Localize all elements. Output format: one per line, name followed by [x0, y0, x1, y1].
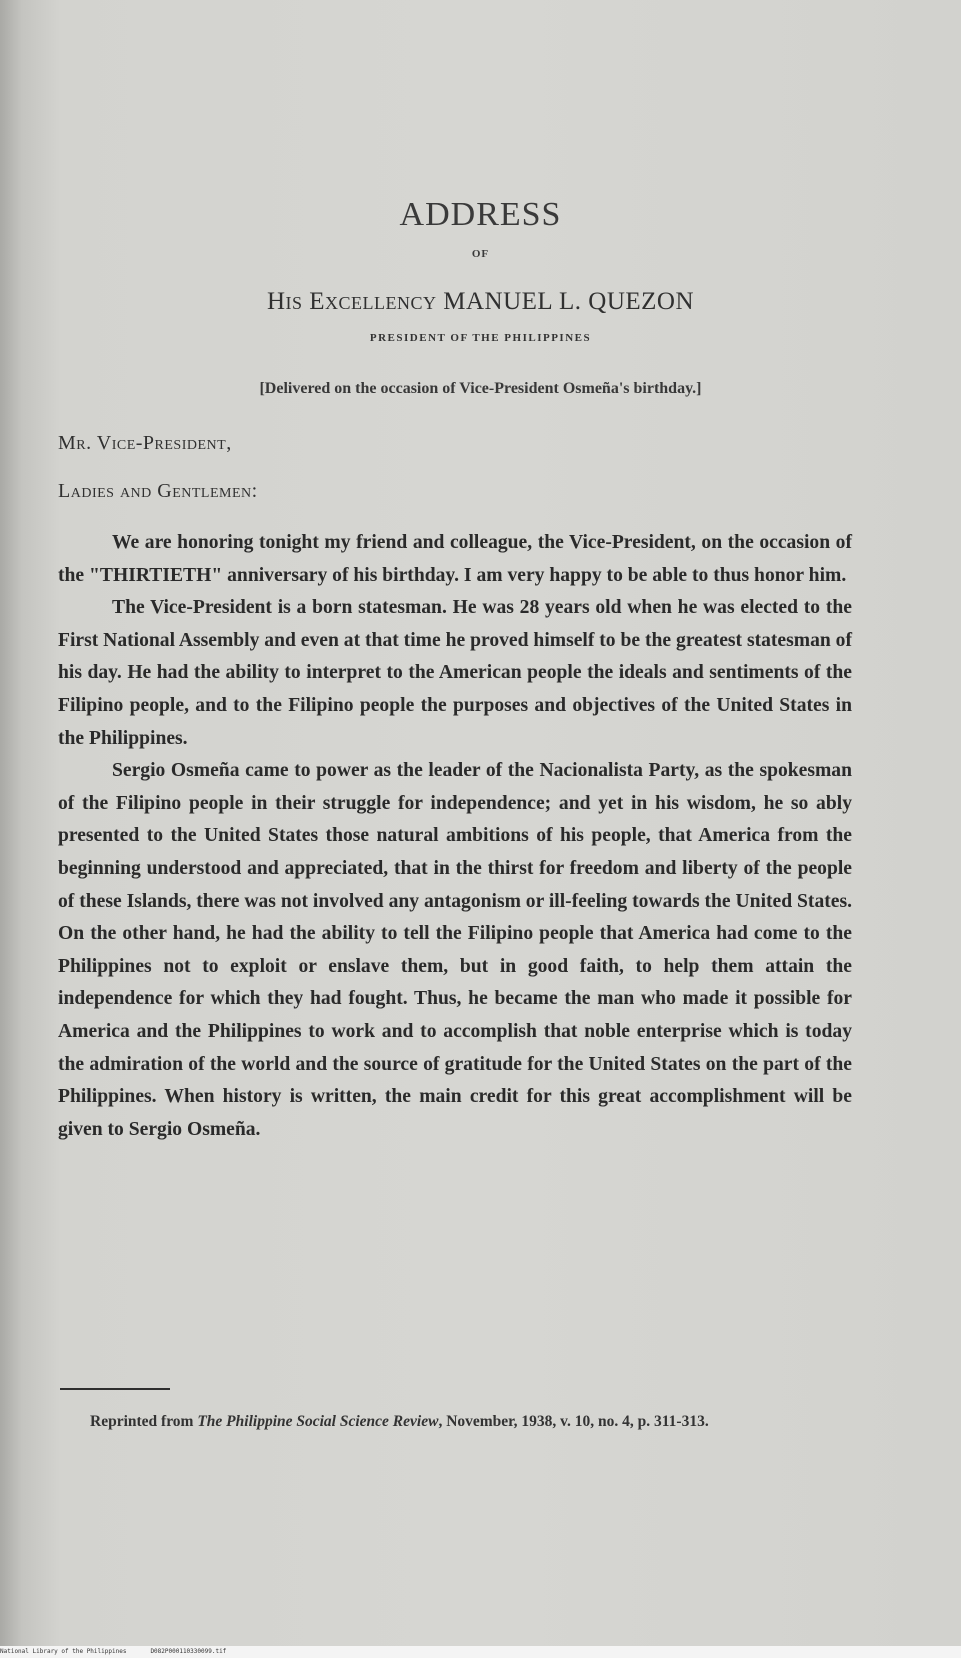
- reprint-note: [58, 1408, 852, 1435]
- of-label: OF: [471, 248, 490, 260]
- salutation-line-2: Ladies and Gentlemen:: [58, 480, 258, 502]
- library-name: National Library of the Philippines: [0, 1648, 127, 1655]
- reprint-suffix: , November, 1938, v. 10, no. 4, p. 311-313.: [438, 1413, 709, 1430]
- paragraph: We are honoring tonight my friend and colleague, the Vice-President, on the occasion of the "THIRTIETH" anniversary of his birthday. I am very happy to be able to thus honor him.: [58, 532, 852, 586]
- address-title: ADDRESS: [399, 196, 562, 233]
- footnote-divider: [60, 1388, 170, 1390]
- speaker-role: PRESIDENT OF THE PHILIPPINES: [369, 332, 592, 344]
- file-id: D082P000110330099.tif: [150, 1648, 227, 1655]
- journal-title: The Philippine Social Science Review: [197, 1413, 439, 1430]
- paragraph: The Vice-President is a born statesman. He was 28 years old when he was elected to the First National Assembly and even at that time he proved himself to be the greatest statesman of his day. He had the ability to interpret to the American people the ideals and sentiments of the Filipino people, and to the Filipino people the purposes and objectives of the United States in the Philippines.: [58, 597, 852, 749]
- speaker-name: His Excellency MANUEL L. QUEZON: [266, 288, 695, 315]
- occasion-note: [Delivered on the occasion of Vice-President Osmeña's birthday.]: [259, 380, 702, 397]
- salutation-line-1: Mr. Vice-President,: [58, 432, 232, 454]
- scan-footer: [0, 1646, 961, 1658]
- speech-body: [58, 527, 852, 1146]
- paragraph: Sergio Osmeña came to power as the leader of the Nacionalista Party, as the spokesman of the Filipino people in their struggle for independence; and yet in his wisdom, he so ably presented to the United States those natural ambitions of his people, that America from the beginning understood and appreciated, that in the thirst for freedom and liberty of the people of these Islands, there was not involved any antagonism or ill-feeling towards the United States. On the other hand, he had the ability to tell the Filipino people that America had come to the Philippines not to exploit or enslave them, but in good faith, to help them attain the independence for which they had fought. Thus, he became the man who made it possible for America and the Philippines to work and to accomplish that noble enterprise which is today the admiration of the world and the source of gratitude for the United States on the part of the Philippines. When history is written, the main credit for this great accomplishment will be given to Sergio Osmeña.: [58, 760, 852, 1140]
- reprint-prefix: Reprinted from: [90, 1413, 198, 1430]
